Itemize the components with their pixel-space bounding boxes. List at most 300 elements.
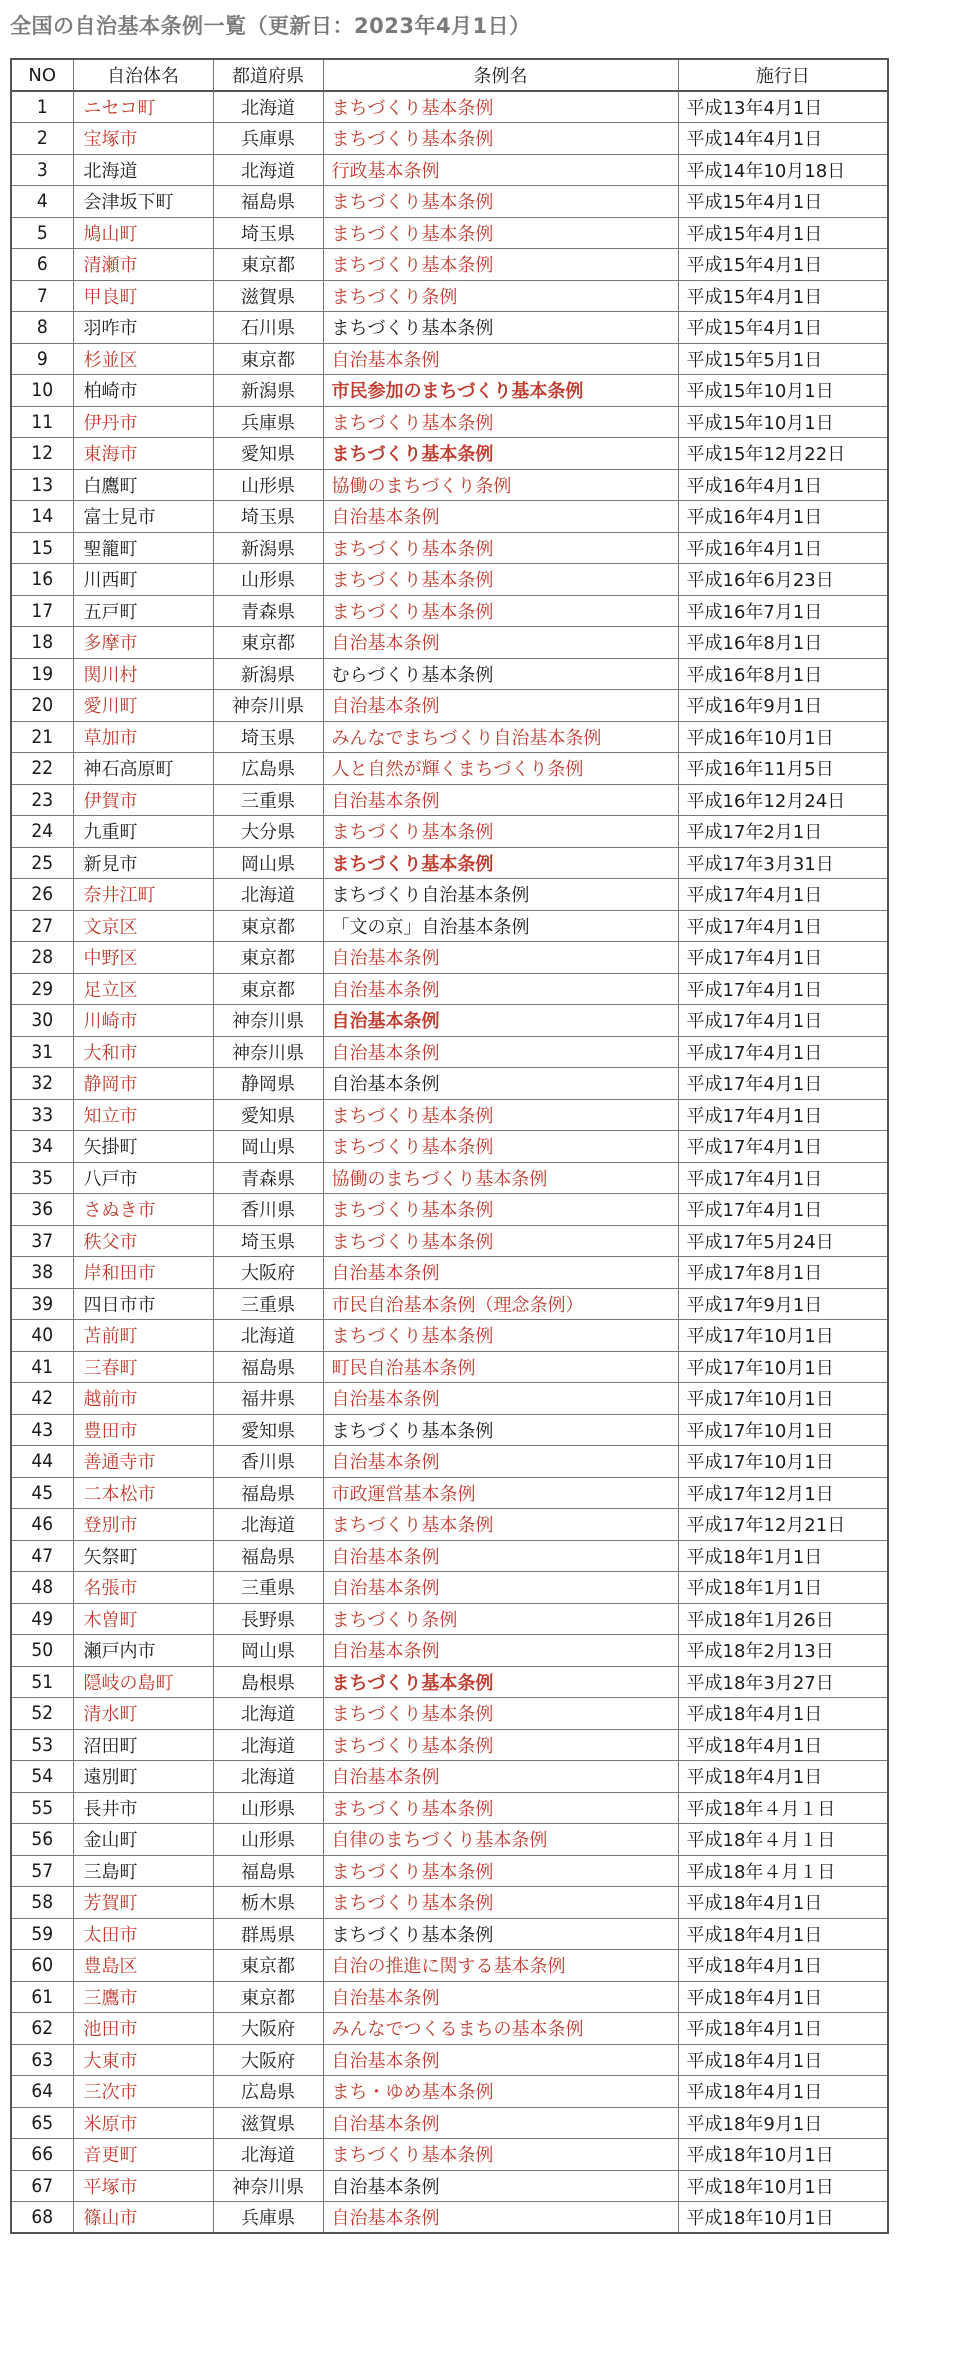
row-number: 44	[11, 1446, 73, 1478]
prefecture-name: 北海道	[213, 154, 323, 186]
row-number: 5	[11, 217, 73, 249]
municipality-name: 三島町	[73, 1855, 213, 1887]
prefecture-name: 島根県	[213, 1666, 323, 1698]
prefecture-name: 東京都	[213, 942, 323, 974]
ordinance-link[interactable]: 自治基本条例	[323, 343, 678, 375]
ordinance-link[interactable]: 自治基本条例	[323, 1383, 678, 1415]
row-number: 68	[11, 2202, 73, 2234]
municipality-name: 遠別町	[73, 1761, 213, 1793]
table-row	[11, 1225, 888, 1257]
row-number: 40	[11, 1320, 73, 1352]
enforcement-date: 平成16年7月1日	[678, 595, 888, 627]
prefecture-name: 埼玉県	[213, 217, 323, 249]
prefecture-name: 神奈川県	[213, 1036, 323, 1068]
prefecture-name: 福島県	[213, 1540, 323, 1572]
ordinance-link[interactable]: まちづくり基本条例	[323, 1855, 678, 1887]
table-row	[11, 1950, 888, 1982]
prefecture-name: 静岡県	[213, 1068, 323, 1100]
ordinance-link[interactable]: 協働のまちづくり条例	[323, 469, 678, 501]
municipality-link[interactable]: 東海市	[73, 438, 213, 470]
row-number: 18	[11, 627, 73, 659]
table-row	[11, 595, 888, 627]
municipality-name: 四日市市	[73, 1288, 213, 1320]
municipality-link[interactable]: 愛川町	[73, 690, 213, 722]
header-municipality: 自治体名	[73, 59, 213, 91]
municipality-link[interactable]: さぬき市	[73, 1194, 213, 1226]
municipality-link[interactable]: 知立市	[73, 1099, 213, 1131]
prefecture-name: 大阪府	[213, 1257, 323, 1289]
enforcement-date: 平成15年10月1日	[678, 406, 888, 438]
prefecture-name: 北海道	[213, 879, 323, 911]
prefecture-name: 北海道	[213, 1509, 323, 1541]
municipality-name: 白鷹町	[73, 469, 213, 501]
row-number: 21	[11, 721, 73, 753]
municipality-link[interactable]: 多摩市	[73, 627, 213, 659]
municipality-link[interactable]: 名張市	[73, 1572, 213, 1604]
municipality-link[interactable]: 文京区	[73, 910, 213, 942]
municipality-link[interactable]: 隠岐の島町	[73, 1666, 213, 1698]
enforcement-date: 平成18年4月1日	[678, 1729, 888, 1761]
row-number: 63	[11, 2044, 73, 2076]
enforcement-date: 平成15年4月1日	[678, 186, 888, 218]
ordinance-link[interactable]: まち・ゆめ基本条例	[323, 2076, 678, 2108]
municipality-link[interactable]: 伊賀市	[73, 784, 213, 816]
enforcement-date: 平成15年4月1日	[678, 312, 888, 344]
row-number: 32	[11, 1068, 73, 1100]
enforcement-date: 平成17年4月1日	[678, 973, 888, 1005]
table-row	[11, 942, 888, 974]
ordinance-link[interactable]: 自治基本条例	[323, 1761, 678, 1793]
header-ordinance: 条例名	[323, 59, 678, 91]
enforcement-date: 平成15年12月22日	[678, 438, 888, 470]
ordinance-link[interactable]: まちづくり条例	[323, 280, 678, 312]
ordinance-link[interactable]: まちづくり基本条例	[323, 1194, 678, 1226]
row-number: 37	[11, 1225, 73, 1257]
prefecture-name: 滋賀県	[213, 280, 323, 312]
municipality-link[interactable]: 清水町	[73, 1698, 213, 1730]
ordinance-link[interactable]: 自治基本条例	[323, 2044, 678, 2076]
ordinance-link[interactable]: まちづくり基本条例	[323, 406, 678, 438]
table-row	[11, 1918, 888, 1950]
municipality-link[interactable]: 中野区	[73, 942, 213, 974]
table-row	[11, 1981, 888, 2013]
table-row	[11, 1320, 888, 1352]
ordinance-link[interactable]: 自治基本条例	[323, 2202, 678, 2234]
prefecture-name: 岡山県	[213, 847, 323, 879]
ordinance-link[interactable]: 自治基本条例	[323, 2107, 678, 2139]
table-row	[11, 2107, 888, 2139]
municipality-link[interactable]: 平塚市	[73, 2170, 213, 2202]
prefecture-name: 北海道	[213, 1320, 323, 1352]
table-row	[11, 1887, 888, 1919]
table-row	[11, 1099, 888, 1131]
table-row	[11, 91, 888, 123]
municipality-name: 新見市	[73, 847, 213, 879]
enforcement-date: 平成13年4月1日	[678, 91, 888, 123]
prefecture-name: 群馬県	[213, 1918, 323, 1950]
enforcement-date: 平成18年4月1日	[678, 1918, 888, 1950]
municipality-name: 矢祭町	[73, 1540, 213, 1572]
enforcement-date: 平成16年4月1日	[678, 469, 888, 501]
prefecture-name: 青森県	[213, 1162, 323, 1194]
enforcement-date: 平成17年3月31日	[678, 847, 888, 879]
ordinance-link[interactable]: 自治基本条例	[323, 690, 678, 722]
municipality-link[interactable]: 清瀬市	[73, 249, 213, 281]
enforcement-date: 平成18年４月１日	[678, 1824, 888, 1856]
municipality-link[interactable]: 関川村	[73, 658, 213, 690]
ordinance-link[interactable]: まちづくり基本条例	[323, 816, 678, 848]
ordinance-link[interactable]: まちづくり基本条例	[323, 1698, 678, 1730]
enforcement-date: 平成18年4月1日	[678, 2076, 888, 2108]
municipality-link[interactable]: 音更町	[73, 2139, 213, 2171]
table-row	[11, 1792, 888, 1824]
prefecture-name: 大阪府	[213, 2013, 323, 2045]
table-row	[11, 375, 888, 407]
row-number: 6	[11, 249, 73, 281]
row-number: 20	[11, 690, 73, 722]
ordinance-link[interactable]: まちづくり基本条例	[323, 847, 678, 879]
table-row	[11, 627, 888, 659]
row-number: 8	[11, 312, 73, 344]
municipality-link[interactable]: 甲良町	[73, 280, 213, 312]
ordinance-link[interactable]: まちづくり基本条例	[323, 123, 678, 155]
row-number: 48	[11, 1572, 73, 1604]
ordinance-link[interactable]: まちづくり基本条例	[323, 532, 678, 564]
ordinance-link[interactable]: 町民自治基本条例	[323, 1351, 678, 1383]
prefecture-name: 福島県	[213, 186, 323, 218]
enforcement-date: 平成16年6月23日	[678, 564, 888, 596]
table-row	[11, 217, 888, 249]
prefecture-name: 埼玉県	[213, 501, 323, 533]
enforcement-date: 平成16年4月1日	[678, 532, 888, 564]
enforcement-date: 平成17年12月1日	[678, 1477, 888, 1509]
municipality-link[interactable]: 大東市	[73, 2044, 213, 2076]
row-number: 28	[11, 942, 73, 974]
ordinance-link[interactable]: まちづくり基本条例	[323, 1131, 678, 1163]
table-row	[11, 1761, 888, 1793]
row-number: 47	[11, 1540, 73, 1572]
row-number: 13	[11, 469, 73, 501]
table-row	[11, 1257, 888, 1289]
enforcement-date: 平成18年4月1日	[678, 2044, 888, 2076]
municipality-link[interactable]: 篠山市	[73, 2202, 213, 2234]
table-row	[11, 280, 888, 312]
row-number: 14	[11, 501, 73, 533]
municipality-link[interactable]: 川崎市	[73, 1005, 213, 1037]
table-row	[11, 312, 888, 344]
municipality-name: 富士見市	[73, 501, 213, 533]
prefecture-name: 岡山県	[213, 1131, 323, 1163]
table-row	[11, 1446, 888, 1478]
row-number: 66	[11, 2139, 73, 2171]
ordinance-table	[10, 58, 889, 2234]
prefecture-name: 東京都	[213, 1981, 323, 2013]
ordinance-link[interactable]: 人と自然が輝くまちづくり条例	[323, 753, 678, 785]
ordinance-link[interactable]: 自治基本条例	[323, 501, 678, 533]
prefecture-name: 香川県	[213, 1194, 323, 1226]
prefecture-name: 山形県	[213, 1824, 323, 1856]
enforcement-date: 平成15年4月1日	[678, 280, 888, 312]
municipality-link[interactable]: 三鷹市	[73, 1981, 213, 2013]
table-row	[11, 343, 888, 375]
ordinance-link[interactable]: 自治基本条例	[323, 1540, 678, 1572]
table-row	[11, 1036, 888, 1068]
ordinance-name: まちづくり基本条例	[323, 312, 678, 344]
ordinance-link[interactable]: まちづくり基本条例	[323, 2139, 678, 2171]
enforcement-date: 平成17年9月1日	[678, 1288, 888, 1320]
enforcement-date: 平成18年2月13日	[678, 1635, 888, 1667]
enforcement-date: 平成16年11月5日	[678, 753, 888, 785]
ordinance-link[interactable]: まちづくり基本条例	[323, 1792, 678, 1824]
municipality-link[interactable]: 静岡市	[73, 1068, 213, 1100]
ordinance-name: まちづくり基本条例	[323, 1414, 678, 1446]
ordinance-link[interactable]: 市民参加のまちづくり基本条例	[323, 375, 678, 407]
municipality-link[interactable]: 宝塚市	[73, 123, 213, 155]
enforcement-date: 平成18年4月1日	[678, 1761, 888, 1793]
prefecture-name: 神奈川県	[213, 1005, 323, 1037]
row-number: 7	[11, 280, 73, 312]
prefecture-name: 兵庫県	[213, 406, 323, 438]
table-row	[11, 1855, 888, 1887]
ordinance-link[interactable]: 市民自治基本条例（理念条例）	[323, 1288, 678, 1320]
table-row	[11, 249, 888, 281]
ordinance-link[interactable]: 自治基本条例	[323, 973, 678, 1005]
table-row	[11, 2076, 888, 2108]
municipality-name: 聖籠町	[73, 532, 213, 564]
table-row	[11, 532, 888, 564]
enforcement-date: 平成17年8月1日	[678, 1257, 888, 1289]
municipality-link[interactable]: 足立区	[73, 973, 213, 1005]
ordinance-link[interactable]: まちづくり基本条例	[323, 186, 678, 218]
municipality-name: 羽咋市	[73, 312, 213, 344]
enforcement-date: 平成17年4月1日	[678, 1036, 888, 1068]
ordinance-link[interactable]: 自治基本条例	[323, 1981, 678, 2013]
municipality-link[interactable]: 大和市	[73, 1036, 213, 1068]
table-row	[11, 690, 888, 722]
prefecture-name: 北海道	[213, 1729, 323, 1761]
municipality-link[interactable]: ニセコ町	[73, 91, 213, 123]
row-number: 57	[11, 1855, 73, 1887]
ordinance-link[interactable]: まちづくり基本条例	[323, 249, 678, 281]
ordinance-link[interactable]: 自治の推進に関する基本条例	[323, 1950, 678, 1982]
municipality-name: 金山町	[73, 1824, 213, 1856]
row-number: 9	[11, 343, 73, 375]
row-number: 38	[11, 1257, 73, 1289]
municipality-link[interactable]: 豊田市	[73, 1414, 213, 1446]
table-row	[11, 1477, 888, 1509]
table-row	[11, 658, 888, 690]
row-number: 50	[11, 1635, 73, 1667]
municipality-link[interactable]: 苫前町	[73, 1320, 213, 1352]
ordinance-link[interactable]: 自治基本条例	[323, 1446, 678, 1478]
table-row	[11, 1509, 888, 1541]
ordinance-name: まちづくり基本条例	[323, 1918, 678, 1950]
row-number: 65	[11, 2107, 73, 2139]
prefecture-name: 神奈川県	[213, 2170, 323, 2202]
ordinance-link[interactable]: みんなでつくるまちの基本条例	[323, 2013, 678, 2045]
municipality-link[interactable]: 三春町	[73, 1351, 213, 1383]
enforcement-date: 平成18年4月1日	[678, 1887, 888, 1919]
ordinance-link[interactable]: 市政運営基本条例	[323, 1477, 678, 1509]
ordinance-link[interactable]: まちづくり基本条例	[323, 1666, 678, 1698]
municipality-link[interactable]: 岸和田市	[73, 1257, 213, 1289]
ordinance-link[interactable]: まちづくり基本条例	[323, 438, 678, 470]
ordinance-link[interactable]: まちづくり基本条例	[323, 1509, 678, 1541]
municipality-link[interactable]: 善通寺市	[73, 1446, 213, 1478]
prefecture-name: 神奈川県	[213, 690, 323, 722]
municipality-name: 瀬戸内市	[73, 1635, 213, 1667]
prefecture-name: 三重県	[213, 1572, 323, 1604]
ordinance-link[interactable]: まちづくり基本条例	[323, 217, 678, 249]
row-number: 36	[11, 1194, 73, 1226]
ordinance-link[interactable]: 自治基本条例	[323, 1036, 678, 1068]
prefecture-name: 山形県	[213, 564, 323, 596]
ordinance-name: むらづくり基本条例	[323, 658, 678, 690]
municipality-name: 九重町	[73, 816, 213, 848]
header-date: 施行日	[678, 59, 888, 91]
ordinance-link[interactable]: 行政基本条例	[323, 154, 678, 186]
enforcement-date: 平成17年10月1日	[678, 1383, 888, 1415]
ordinance-link[interactable]: 自治基本条例	[323, 1005, 678, 1037]
ordinance-link[interactable]: まちづくり条例	[323, 1603, 678, 1635]
enforcement-date: 平成17年4月1日	[678, 879, 888, 911]
ordinance-link[interactable]: 協働のまちづくり基本条例	[323, 1162, 678, 1194]
row-number: 23	[11, 784, 73, 816]
ordinance-name: 「文の京」自治基本条例	[323, 910, 678, 942]
table-row	[11, 1729, 888, 1761]
enforcement-date: 平成14年4月1日	[678, 123, 888, 155]
row-number: 30	[11, 1005, 73, 1037]
table-row	[11, 501, 888, 533]
ordinance-link[interactable]: まちづくり基本条例	[323, 1887, 678, 1919]
row-number: 16	[11, 564, 73, 596]
ordinance-link[interactable]: 自治基本条例	[323, 1572, 678, 1604]
prefecture-name: 埼玉県	[213, 1225, 323, 1257]
ordinance-link[interactable]: まちづくり基本条例	[323, 91, 678, 123]
enforcement-date: 平成17年5月24日	[678, 1225, 888, 1257]
enforcement-date: 平成15年10月1日	[678, 375, 888, 407]
ordinance-link[interactable]: まちづくり基本条例	[323, 1099, 678, 1131]
prefecture-name: 大分県	[213, 816, 323, 848]
ordinance-link[interactable]: 自治基本条例	[323, 942, 678, 974]
municipality-link[interactable]: 池田市	[73, 2013, 213, 2045]
prefecture-name: 東京都	[213, 249, 323, 281]
row-number: 11	[11, 406, 73, 438]
ordinance-link[interactable]: まちづくり基本条例	[323, 1225, 678, 1257]
row-number: 17	[11, 595, 73, 627]
municipality-name: 柏崎市	[73, 375, 213, 407]
prefecture-name: 福島県	[213, 1477, 323, 1509]
municipality-link[interactable]: 木曽町	[73, 1603, 213, 1635]
municipality-link[interactable]: 二本松市	[73, 1477, 213, 1509]
prefecture-name: 山形県	[213, 1792, 323, 1824]
row-number: 22	[11, 753, 73, 785]
row-number: 2	[11, 123, 73, 155]
prefecture-name: 愛知県	[213, 438, 323, 470]
enforcement-date: 平成17年10月1日	[678, 1320, 888, 1352]
table-row	[11, 1288, 888, 1320]
ordinance-link[interactable]: 自治基本条例	[323, 1635, 678, 1667]
municipality-name: 川西町	[73, 564, 213, 596]
municipality-link[interactable]: 草加市	[73, 721, 213, 753]
municipality-link[interactable]: 鳩山町	[73, 217, 213, 249]
row-number: 25	[11, 847, 73, 879]
prefecture-name: 滋賀県	[213, 2107, 323, 2139]
municipality-link[interactable]: 伊丹市	[73, 406, 213, 438]
municipality-link[interactable]: 越前市	[73, 1383, 213, 1415]
table-row	[11, 973, 888, 1005]
row-number: 46	[11, 1509, 73, 1541]
municipality-link[interactable]: 登別市	[73, 1509, 213, 1541]
prefecture-name: 東京都	[213, 627, 323, 659]
enforcement-date: 平成18年4月1日	[678, 2013, 888, 2045]
table-header-row	[11, 59, 888, 91]
enforcement-date: 平成17年4月1日	[678, 1005, 888, 1037]
municipality-link[interactable]: 三次市	[73, 2076, 213, 2108]
row-number: 51	[11, 1666, 73, 1698]
municipality-link[interactable]: 米原市	[73, 2107, 213, 2139]
row-number: 10	[11, 375, 73, 407]
table-row	[11, 1383, 888, 1415]
ordinance-link[interactable]: まちづくり基本条例	[323, 595, 678, 627]
prefecture-name: 石川県	[213, 312, 323, 344]
enforcement-date: 平成16年4月1日	[678, 501, 888, 533]
prefecture-name: 新潟県	[213, 532, 323, 564]
enforcement-date: 平成16年8月1日	[678, 627, 888, 659]
municipality-link[interactable]: 杉並区	[73, 343, 213, 375]
ordinance-link[interactable]: 自治基本条例	[323, 1257, 678, 1289]
row-number: 42	[11, 1383, 73, 1415]
enforcement-date: 平成16年9月1日	[678, 690, 888, 722]
enforcement-date: 平成18年1月26日	[678, 1603, 888, 1635]
enforcement-date: 平成18年1月1日	[678, 1540, 888, 1572]
enforcement-date: 平成17年4月1日	[678, 1131, 888, 1163]
row-number: 55	[11, 1792, 73, 1824]
enforcement-date: 平成18年4月1日	[678, 1950, 888, 1982]
enforcement-date: 平成17年12月21日	[678, 1509, 888, 1541]
prefecture-name: 新潟県	[213, 658, 323, 690]
municipality-link[interactable]: 豊島区	[73, 1950, 213, 1982]
table-row	[11, 1162, 888, 1194]
ordinance-link[interactable]: みんなでまちづくり自治基本条例	[323, 721, 678, 753]
row-number: 58	[11, 1887, 73, 1919]
ordinance-link[interactable]: まちづくり基本条例	[323, 564, 678, 596]
table-row	[11, 1068, 888, 1100]
row-number: 59	[11, 1918, 73, 1950]
table-row	[11, 784, 888, 816]
ordinance-name: 自治基本条例	[323, 1068, 678, 1100]
row-number: 1	[11, 91, 73, 123]
ordinance-link[interactable]: 自律のまちづくり基本条例	[323, 1824, 678, 1856]
municipality-link[interactable]: 奈井江町	[73, 879, 213, 911]
enforcement-date: 平成17年10月1日	[678, 1446, 888, 1478]
table-row	[11, 753, 888, 785]
table-row	[11, 1414, 888, 1446]
municipality-link[interactable]: 芳賀町	[73, 1887, 213, 1919]
municipality-name: 神石高原町	[73, 753, 213, 785]
ordinance-link[interactable]: 自治基本条例	[323, 784, 678, 816]
enforcement-date: 平成16年10月1日	[678, 721, 888, 753]
municipality-link[interactable]: 秩父市	[73, 1225, 213, 1257]
ordinance-link[interactable]: 自治基本条例	[323, 627, 678, 659]
ordinance-link[interactable]: まちづくり基本条例	[323, 1729, 678, 1761]
table-row	[11, 438, 888, 470]
enforcement-date: 平成18年４月１日	[678, 1792, 888, 1824]
municipality-link[interactable]: 太田市	[73, 1918, 213, 1950]
row-number: 53	[11, 1729, 73, 1761]
enforcement-date: 平成18年9月1日	[678, 2107, 888, 2139]
ordinance-link[interactable]: まちづくり基本条例	[323, 1320, 678, 1352]
